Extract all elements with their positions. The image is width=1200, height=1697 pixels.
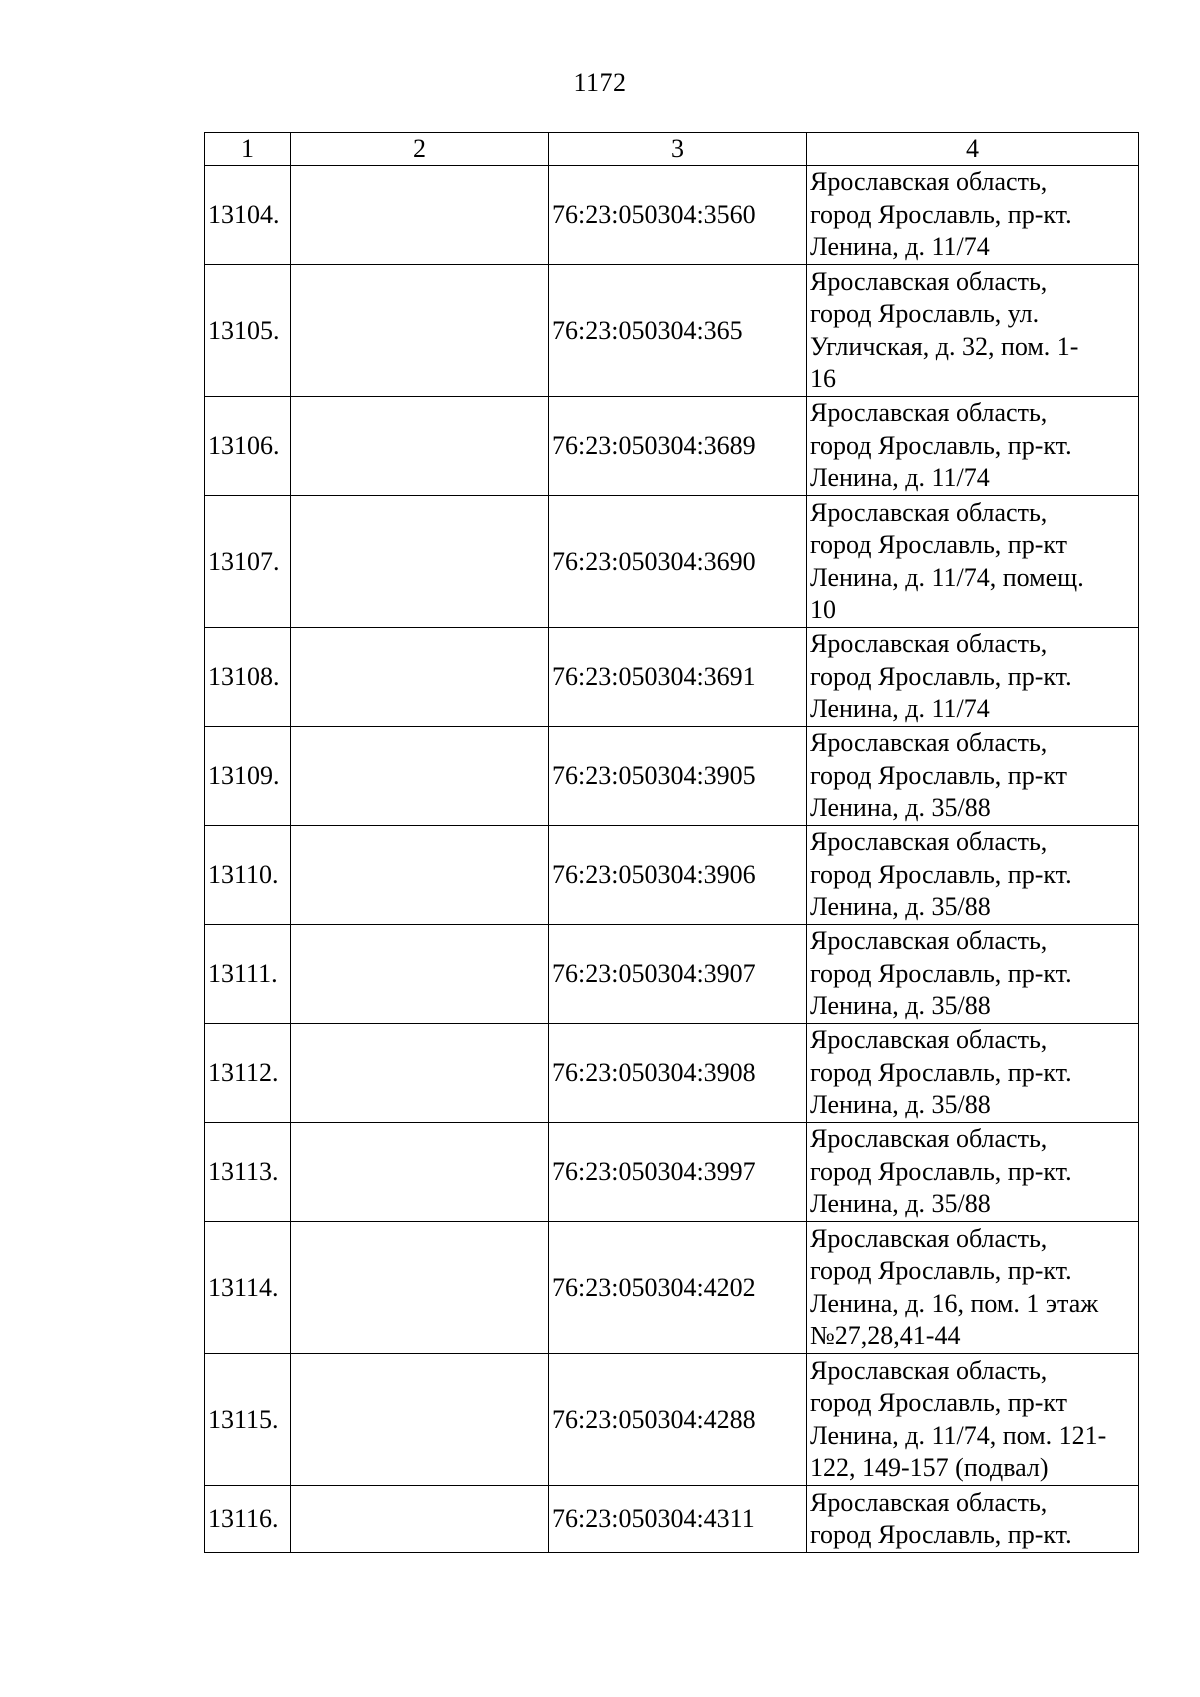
cadastral-number: 76:23:050304:3560 — [549, 166, 807, 265]
cadastral-number: 76:23:050304:3906 — [549, 826, 807, 925]
row-number: 13104. — [205, 166, 291, 265]
row-col2 — [291, 1024, 549, 1123]
row-number: 13110. — [205, 826, 291, 925]
page-number: 1172 — [573, 68, 627, 97]
table-row — [205, 1024, 1139, 1123]
cadastral-number: 76:23:050304:3691 — [549, 628, 807, 727]
table-row — [205, 265, 1139, 397]
table-row — [205, 1123, 1139, 1222]
row-number: 13115. — [205, 1354, 291, 1486]
row-col2 — [291, 397, 549, 496]
column-header-4: 4 — [807, 133, 1139, 166]
row-col2 — [291, 1486, 549, 1553]
address: Ярославская область, город Ярославль, пр-кт Ленина, д. 11/74, пом. 121- 122, 149-157 (подвал) — [807, 1354, 1139, 1486]
table-row — [205, 925, 1139, 1024]
row-col2 — [291, 925, 549, 1024]
row-number: 13109. — [205, 727, 291, 826]
column-header-3: 3 — [549, 133, 807, 166]
cadastral-number: 76:23:050304:4202 — [549, 1222, 807, 1354]
table-row — [205, 166, 1139, 265]
row-col2 — [291, 166, 549, 265]
address: Ярославская область, город Ярославль, пр-кт. Ленина, д. 11/74 — [807, 397, 1139, 496]
row-col2 — [291, 826, 549, 925]
cadastral-number: 76:23:050304:3907 — [549, 925, 807, 1024]
table-row — [205, 628, 1139, 727]
row-number: 13111. — [205, 925, 291, 1024]
row-col2 — [291, 628, 549, 727]
row-number: 13106. — [205, 397, 291, 496]
cadastral-number: 76:23:050304:3689 — [549, 397, 807, 496]
address: Ярославская область, город Ярославль, ул. Угличская, д. 32, пом. 1- 16 — [807, 265, 1139, 397]
address: Ярославская область, город Ярославль, пр-кт. Ленина, д. 11/74 — [807, 628, 1139, 727]
table-row — [205, 397, 1139, 496]
table-row — [205, 826, 1139, 925]
row-number: 13113. — [205, 1123, 291, 1222]
address: Ярославская область, город Ярославль, пр-кт. — [807, 1486, 1139, 1553]
row-number: 13107. — [205, 496, 291, 628]
row-number: 13114. — [205, 1222, 291, 1354]
address: Ярославская область, город Ярославль, пр-кт. Ленина, д. 35/88 — [807, 826, 1139, 925]
row-number: 13105. — [205, 265, 291, 397]
column-header-2: 2 — [291, 133, 549, 166]
table-row — [205, 1486, 1139, 1553]
row-col2 — [291, 496, 549, 628]
cadastral-number: 76:23:050304:3690 — [549, 496, 807, 628]
row-col2 — [291, 265, 549, 397]
cadastral-number: 76:23:050304:365 — [549, 265, 807, 397]
row-col2 — [291, 727, 549, 826]
cadastral-number: 76:23:050304:4311 — [549, 1486, 807, 1553]
registry-table — [204, 132, 1139, 1553]
address: Ярославская область, город Ярославль, пр-кт. Ленина, д. 11/74 — [807, 166, 1139, 265]
table-row — [205, 1354, 1139, 1486]
address: Ярославская область, город Ярославль, пр-кт. Ленина, д. 35/88 — [807, 1123, 1139, 1222]
address: Ярославская область, город Ярославль, пр-кт. Ленина, д. 16, пом. 1 этаж №27,28,41-44 — [807, 1222, 1139, 1354]
table-row — [205, 1222, 1139, 1354]
row-col2 — [291, 1222, 549, 1354]
address: Ярославская область, город Ярославль, пр-кт. Ленина, д. 35/88 — [807, 1024, 1139, 1123]
row-col2 — [291, 1123, 549, 1222]
row-number: 13116. — [205, 1486, 291, 1553]
address: Ярославская область, город Ярославль, пр-кт Ленина, д. 11/74, помещ. 10 — [807, 496, 1139, 628]
cadastral-number: 76:23:050304:4288 — [549, 1354, 807, 1486]
address: Ярославская область, город Ярославль, пр-кт. Ленина, д. 35/88 — [807, 925, 1139, 1024]
cadastral-number: 76:23:050304:3908 — [549, 1024, 807, 1123]
row-number: 13112. — [205, 1024, 291, 1123]
table-row — [205, 727, 1139, 826]
address: Ярославская область, город Ярославль, пр-кт Ленина, д. 35/88 — [807, 727, 1139, 826]
table-header-row — [205, 133, 1139, 166]
table-row — [205, 496, 1139, 628]
cadastral-number: 76:23:050304:3905 — [549, 727, 807, 826]
row-number: 13108. — [205, 628, 291, 727]
row-col2 — [291, 1354, 549, 1486]
cadastral-number: 76:23:050304:3997 — [549, 1123, 807, 1222]
column-header-1: 1 — [205, 133, 291, 166]
